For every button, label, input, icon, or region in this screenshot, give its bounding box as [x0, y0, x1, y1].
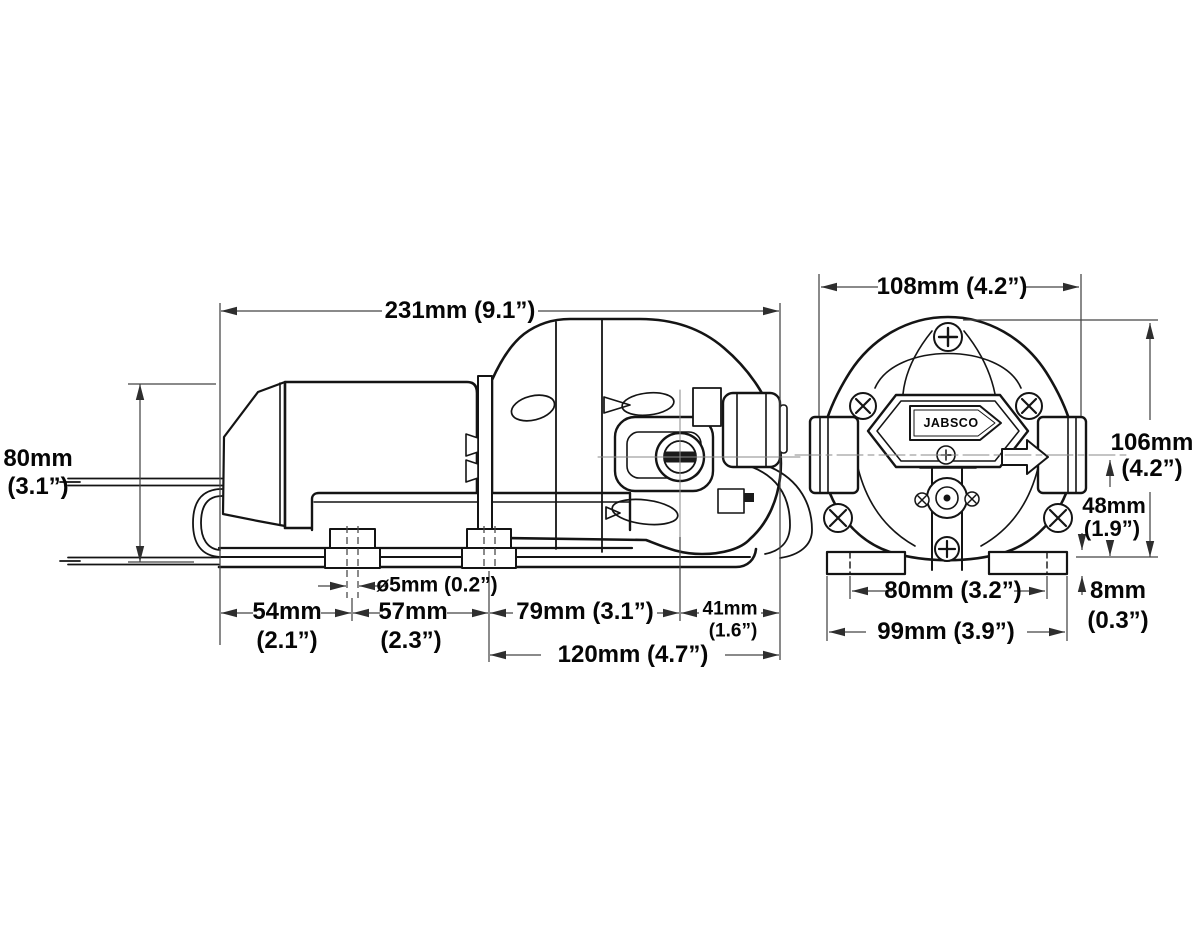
- dim-foot-height-in-label: (0.3”): [1087, 607, 1149, 634]
- dim-79mm-label: 79mm (3.1”): [516, 598, 654, 625]
- dim-120mm-label: 120mm (4.7”): [557, 641, 709, 668]
- dim-54mm-inch-label: (2.1”): [256, 627, 318, 654]
- dim-54mm-label: 54mm: [252, 598, 322, 625]
- dim-hole-diameter-label: ø5mm (0.2”): [376, 573, 498, 597]
- dim-foot-width-label: 99mm (3.9”): [877, 618, 1015, 645]
- dim-front-height-mm-label: 106mm: [1110, 429, 1194, 456]
- dim-port-height-mm-label: 48mm: [1082, 493, 1146, 518]
- side-view-drawing: [60, 319, 812, 568]
- brand-logo-text: JABSCO: [923, 415, 979, 430]
- dim-overall-height-mm-label: 80mm: [3, 445, 73, 472]
- dim-57mm-inch-label: (2.3”): [380, 627, 442, 654]
- dim-hole-span-label: 80mm (3.2”): [884, 577, 1022, 604]
- dim-overall-width-label: 108mm (4.2”): [876, 273, 1028, 300]
- dim-port-height-in-label: (1.9”): [1083, 516, 1141, 541]
- dim-41mm-inch-label: (1.6”): [708, 620, 758, 642]
- dim-overall-height-in-label: (3.1”): [7, 473, 69, 500]
- front-view-drawing: [795, 317, 1126, 574]
- dim-overall-length-label: 231mm (9.1”): [384, 297, 536, 324]
- dim-foot-height-mm-label: 8mm: [1089, 577, 1147, 604]
- dim-57mm-label: 57mm: [378, 598, 448, 625]
- dim-front-height-in-label: (4.2”): [1121, 455, 1183, 482]
- dim-41mm-label: 41mm: [702, 598, 758, 620]
